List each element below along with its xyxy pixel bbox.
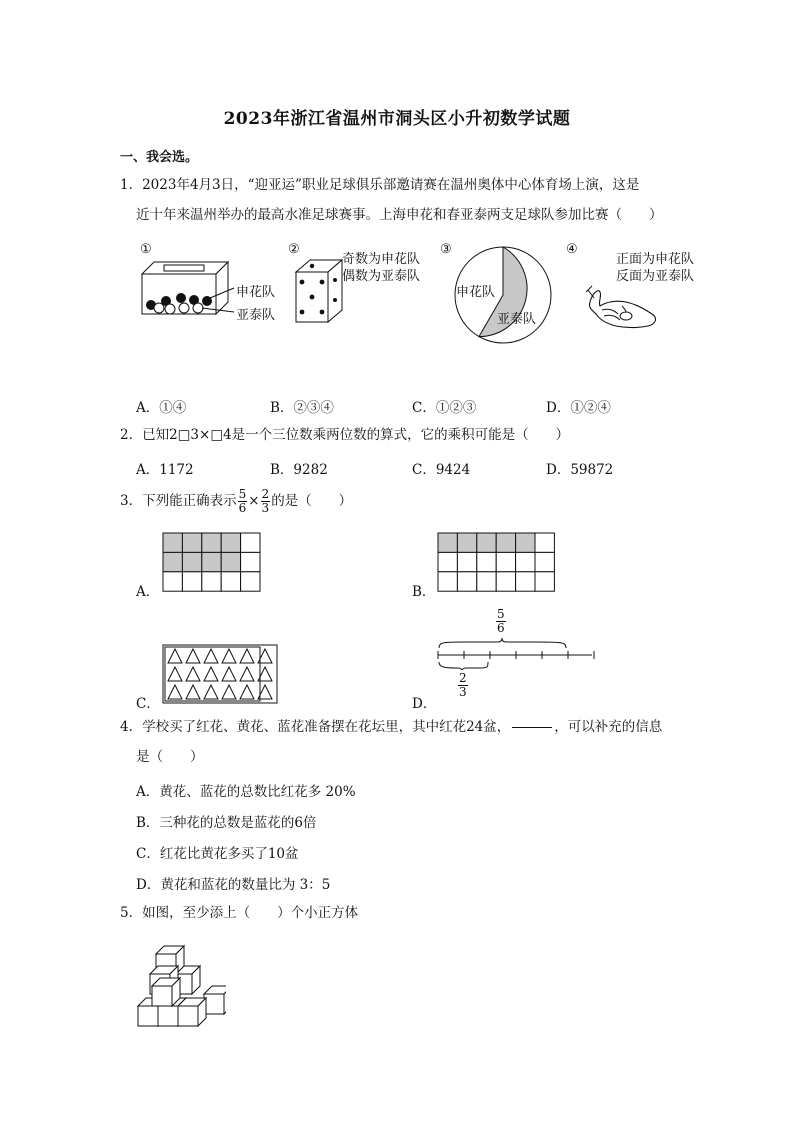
grid-b-cell	[496, 533, 515, 552]
q4-line1-end: ，可以补充的信息	[554, 719, 663, 735]
q1-fig4-number: ④	[566, 242, 578, 257]
q3-prefix: 3．下列能正确表示	[120, 493, 237, 509]
grid-b-cell	[438, 552, 457, 571]
q1-option-a[interactable]: A．①④	[136, 400, 187, 416]
grid-b-cell	[457, 572, 476, 591]
q3-option-b[interactable]: B．	[412, 584, 436, 600]
cube-face	[204, 994, 224, 1014]
cube-face	[158, 1006, 178, 1026]
grid-a-cell	[221, 552, 240, 571]
grid-b-cell	[457, 552, 476, 571]
grid-b-cell	[535, 533, 554, 552]
grid-b-cell	[516, 552, 535, 571]
q5-text: 5．如图，至少添上（ ）个小正方体	[120, 905, 359, 921]
q1-fig4-hand-coin-icon	[582, 280, 672, 336]
q2-option-a[interactable]: A．1172	[136, 462, 194, 478]
grid-a-cell	[163, 572, 182, 591]
q2-option-b[interactable]: B．9282	[270, 462, 328, 478]
grid-a-cell	[182, 552, 201, 571]
q4-option-d[interactable]: D．黄花和蓝花的数量比为 3：5	[136, 877, 331, 893]
q5-cube-stack-drawing	[132, 932, 226, 1028]
grid-a-cell	[241, 552, 260, 571]
cube-face	[152, 986, 172, 1006]
q2-option-c[interactable]: C．9424	[412, 462, 471, 478]
q4-option-a[interactable]: A．黄花、蓝花的总数比红花多 20%	[136, 784, 356, 800]
q1-option-b[interactable]: B．②③④	[270, 400, 334, 416]
q3-option-b-grid	[437, 532, 557, 594]
grid-b-cell	[457, 533, 476, 552]
q3-option-a[interactable]: A．	[136, 584, 160, 600]
cube-face	[204, 986, 226, 994]
q3-fraction-2-3: $\frac{2}{3}$	[261, 487, 270, 515]
q1-fig3-number: ③	[440, 242, 452, 257]
q1-fig2-number: ②	[288, 242, 300, 257]
grid-a-cell	[202, 572, 221, 591]
q3-fraction-5-6: $\frac{5}{6}$	[238, 487, 247, 515]
q4-option-c[interactable]: C．红花比黄花多买了10盆	[136, 846, 299, 862]
q4-line1	[120, 718, 662, 736]
q1-fig1-label-top: 申花队	[236, 285, 276, 300]
q1-option-c[interactable]: C．①②③	[412, 400, 477, 416]
grid-b-cell	[477, 552, 496, 571]
grid-b-cell	[516, 533, 535, 552]
grid-b-cell	[496, 552, 515, 571]
q4-line2: 是（ ）	[136, 749, 204, 765]
grid-a-cell	[202, 552, 221, 571]
q1-fig2-label-line2: 偶数为亚泰队	[342, 269, 421, 284]
q1-line1: 1．2023年4月3日，“迎亚运”职业足球俱乐部邀请赛在温州奥体中心体育场上演，这是	[120, 177, 640, 193]
page-title: 2023年浙江省温州市洞头区小升初数学试题	[223, 109, 571, 129]
q3-text	[120, 486, 352, 516]
q1-fig1-label-bottom: 亚泰队	[236, 308, 276, 323]
grid-a-cell	[163, 552, 182, 571]
grid-a-cell	[182, 572, 201, 591]
grid-b-cell	[438, 572, 457, 591]
q3-option-d[interactable]: D．	[412, 696, 437, 712]
q1-line2: 近十年来温州举办的最高水准足球赛事。上海申花和春亚泰两支足球队参加比赛（ ）	[136, 207, 663, 223]
grid-a-cell	[202, 533, 221, 552]
q3-times: ×	[248, 493, 260, 509]
q3-option-a-grid	[162, 532, 262, 594]
grid-a-cell	[241, 572, 260, 591]
q4-line1-start: 4．学校买了红花、黄花、蓝花准备摆在花坛里，其中红花24盆，	[120, 719, 511, 735]
q4-option-b[interactable]: B．三种花的总数是蓝花的6倍	[136, 815, 317, 831]
q1-fig2-label-line1: 奇数为申花队	[342, 252, 421, 267]
q1-fig4-label-line2: 反面为亚泰队	[616, 269, 695, 284]
q1-fig4-label-line1: 正面为申花队	[616, 252, 695, 267]
section-heading: 一、我会选。	[120, 150, 199, 165]
q2-text: 2．已知2□3×□4是一个三位数乘两位数的算式，它的乘积可能是（ ）	[120, 427, 570, 443]
q1-fig2-die-drawing	[290, 258, 350, 328]
grid-a-cell	[221, 572, 240, 591]
grid-b-cell	[496, 572, 515, 591]
q3-option-d-bottom-fraction: $\frac{2}{3}$	[459, 671, 467, 699]
cube-face	[178, 1006, 198, 1026]
grid-a-cell	[182, 533, 201, 552]
q1-fig3-label-white: 申花队	[456, 285, 496, 300]
q1-option-d[interactable]: D．①②④	[546, 400, 611, 416]
q3-option-d-number-line	[436, 638, 596, 670]
grid-b-cell	[477, 572, 496, 591]
q1-fig3-label-gray: 亚泰队	[497, 312, 537, 327]
q1-fig1-number: ①	[140, 242, 152, 257]
q3-option-c[interactable]: C．	[136, 696, 160, 712]
q3-option-c-triangles	[162, 644, 280, 706]
grid-b-cell	[535, 552, 554, 571]
q4-answer-blank[interactable]	[512, 727, 552, 728]
cube-face	[138, 1006, 158, 1026]
grid-b-cell	[535, 572, 554, 591]
grid-b-cell	[516, 572, 535, 591]
q2-option-d[interactable]: D．59872	[546, 462, 614, 478]
q3-suffix: 的是（ ）	[271, 493, 353, 509]
q3-option-d-top-fraction: $\frac{5}{6}$	[497, 607, 505, 635]
grid-a-cell	[163, 533, 182, 552]
grid-b-cell	[477, 533, 496, 552]
grid-b-cell	[438, 533, 457, 552]
grid-a-cell	[221, 533, 240, 552]
grid-a-cell	[241, 533, 260, 552]
